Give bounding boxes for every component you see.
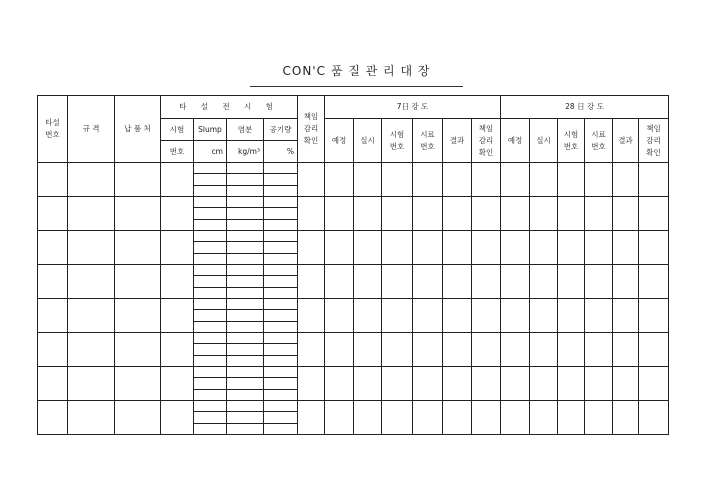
ledger-subdivided-cell[interactable] (194, 197, 227, 231)
chloride-header: 염분 (227, 119, 264, 141)
ledger-sub-line (264, 197, 297, 208)
ledger-cell[interactable] (161, 401, 194, 435)
day28-scheduled-header: 예정 (501, 119, 530, 163)
ledger-sub-line (264, 299, 297, 310)
ledger-sub-line (227, 299, 263, 310)
ledger-cell[interactable] (443, 231, 472, 265)
ledger-cell[interactable] (413, 265, 443, 299)
ledger-cell[interactable] (115, 265, 161, 299)
day28-test-no-header: 시험 번호 (558, 119, 585, 163)
ledger-cell[interactable] (68, 299, 115, 333)
ledger-subdivided-cell[interactable] (227, 197, 264, 231)
ledger-sub-line (194, 288, 226, 298)
ledger-cell[interactable] (443, 333, 472, 367)
ledger-sub-line (264, 242, 297, 253)
ledger-cell[interactable] (472, 299, 501, 333)
ledger-row (38, 265, 669, 299)
ledger-sub-line (194, 390, 226, 400)
ledger-cell[interactable] (298, 163, 325, 197)
ledger-sub-line (227, 231, 263, 242)
ledger-sub-line (227, 174, 263, 185)
ledger-cell[interactable] (472, 163, 501, 197)
ledger-cell[interactable] (298, 231, 325, 265)
ledger-cell[interactable] (38, 265, 68, 299)
ledger-subdivided-cell[interactable] (194, 401, 227, 435)
ledger-sub-line (227, 265, 263, 276)
ledger-cell[interactable] (115, 367, 161, 401)
ledger-cell[interactable] (413, 197, 443, 231)
ledger-cell[interactable] (413, 231, 443, 265)
ledger-sub-line (264, 174, 297, 185)
ledger-cell[interactable] (68, 401, 115, 435)
ledger-subdivided-cell[interactable] (194, 299, 227, 333)
ledger-sub-line (194, 344, 226, 355)
ledger-cell[interactable] (382, 197, 413, 231)
ledger-sub-line (227, 186, 263, 196)
ledger-row (38, 367, 669, 401)
ledger-cell[interactable] (639, 401, 669, 435)
pre-pour-supervisor-check-header: 책임 감리 확인 (298, 96, 325, 163)
ledger-cell[interactable] (325, 163, 354, 197)
ledger-sub-line (264, 378, 297, 389)
ledger-subdivided-cell[interactable] (264, 265, 298, 299)
ledger-sub-line (194, 310, 226, 321)
ledger-sub-line (194, 424, 226, 434)
ledger-cell[interactable] (530, 197, 558, 231)
ledger-sub-line (264, 333, 297, 344)
ledger-cell[interactable] (530, 367, 558, 401)
ledger-cell[interactable] (325, 333, 354, 367)
ledger-cell[interactable] (443, 197, 472, 231)
ledger-sub-line (194, 242, 226, 253)
quality-ledger-table (37, 95, 669, 435)
ledger-sub-line (194, 220, 226, 230)
ledger-cell[interactable] (38, 401, 68, 435)
ledger-sub-line (227, 288, 263, 298)
ledger-sub-line (194, 322, 226, 332)
ledger-cell[interactable] (558, 197, 585, 231)
ledger-cell[interactable] (354, 367, 382, 401)
day7-actual-header: 실시 (354, 119, 382, 163)
ledger-cell[interactable] (558, 231, 585, 265)
ledger-cell[interactable] (115, 197, 161, 231)
ledger-cell[interactable] (161, 231, 194, 265)
ledger-sub-line (264, 390, 297, 400)
ledger-subdivided-cell[interactable] (264, 401, 298, 435)
ledger-cell[interactable] (585, 333, 613, 367)
ledger-sub-line (194, 208, 226, 219)
ledger-sub-line (194, 276, 226, 287)
ledger-cell[interactable] (115, 163, 161, 197)
ledger-cell[interactable] (38, 163, 68, 197)
ledger-cell[interactable] (354, 163, 382, 197)
ledger-sub-line (227, 344, 263, 355)
ledger-cell[interactable] (382, 265, 413, 299)
ledger-cell[interactable] (298, 299, 325, 333)
ledger-cell[interactable] (472, 265, 501, 299)
pre-pour-test-header: 타 설 전 시 험 (161, 96, 298, 119)
ledger-cell[interactable] (68, 231, 115, 265)
ledger-row (38, 299, 669, 333)
ledger-cell[interactable] (38, 333, 68, 367)
ledger-cell[interactable] (639, 299, 669, 333)
ledger-cell[interactable] (558, 333, 585, 367)
ledger-sub-line (264, 424, 297, 434)
ledger-sub-line (264, 254, 297, 264)
ledger-cell[interactable] (585, 367, 613, 401)
ledger-sub-line (227, 412, 263, 423)
day7-sample-no-header: 시료 번호 (413, 119, 443, 163)
ledger-cell[interactable] (38, 231, 68, 265)
ledger-sub-line (194, 163, 226, 174)
ledger-sub-line (264, 231, 297, 242)
ledger-sub-line (227, 378, 263, 389)
ledger-sub-line (194, 186, 226, 196)
day7-supervisor-check-header: 책임 감리 확인 (472, 119, 501, 163)
ledger-cell[interactable] (639, 333, 669, 367)
ledger-cell[interactable] (472, 401, 501, 435)
ledger-cell[interactable] (585, 197, 613, 231)
ledger-subdivided-cell[interactable] (227, 333, 264, 367)
ledger-cell[interactable] (501, 333, 530, 367)
ledger-subdivided-cell[interactable] (264, 299, 298, 333)
ledger-sub-line (264, 288, 297, 298)
ledger-subdivided-cell[interactable] (227, 265, 264, 299)
ledger-sub-line (227, 390, 263, 400)
ledger-cell[interactable] (354, 265, 382, 299)
test-number-header: 번호 (161, 141, 194, 163)
ledger-subdivided-cell[interactable] (227, 163, 264, 197)
ledger-cell[interactable] (382, 231, 413, 265)
ledger-cell[interactable] (501, 231, 530, 265)
ledger-cell[interactable] (325, 197, 354, 231)
ledger-cell[interactable] (530, 231, 558, 265)
ledger-cell[interactable] (115, 333, 161, 367)
ledger-sub-line (264, 265, 297, 276)
ledger-cell[interactable] (325, 367, 354, 401)
ledger-sub-line (264, 186, 297, 196)
slump-header: Slump (194, 119, 227, 141)
ledger-cell[interactable] (530, 333, 558, 367)
ledger-sub-line (227, 254, 263, 264)
ledger-row (38, 231, 669, 265)
ledger-subdivided-cell[interactable] (194, 231, 227, 265)
ledger-cell[interactable] (472, 333, 501, 367)
ledger-sub-line (227, 208, 263, 219)
ledger-sub-line (264, 412, 297, 423)
ledger-sub-line (194, 412, 226, 423)
ledger-cell[interactable] (501, 299, 530, 333)
day28-strength-header: 28 日 강 도 (501, 96, 669, 119)
day7-test-no-header: 시험 번호 (382, 119, 413, 163)
ledger-sub-line (227, 367, 263, 378)
ledger-sub-line (264, 356, 297, 366)
ledger-cell[interactable] (443, 299, 472, 333)
ledger-subdivided-cell[interactable] (194, 265, 227, 299)
ledger-sub-line (227, 356, 263, 366)
day28-result-header: 결과 (613, 119, 639, 163)
ledger-subdivided-cell[interactable] (227, 231, 264, 265)
ledger-subdivided-cell[interactable] (194, 163, 227, 197)
ledger-subdivided-cell[interactable] (264, 367, 298, 401)
ledger-cell[interactable] (382, 299, 413, 333)
ledger-cell[interactable] (354, 197, 382, 231)
ledger-cell[interactable] (613, 401, 639, 435)
ledger-cell[interactable] (382, 367, 413, 401)
ledger-cell[interactable] (161, 299, 194, 333)
ledger-sub-line (264, 367, 297, 378)
day28-actual-header: 실시 (530, 119, 558, 163)
ledger-subdivided-cell[interactable] (264, 231, 298, 265)
ledger-cell[interactable] (501, 401, 530, 435)
ledger-sub-line (227, 322, 263, 332)
ledger-sub-line (227, 220, 263, 230)
ledger-cell[interactable] (639, 231, 669, 265)
ledger-subdivided-cell[interactable] (264, 163, 298, 197)
ledger-cell[interactable] (382, 333, 413, 367)
ledger-cell[interactable] (298, 197, 325, 231)
ledger-cell[interactable] (298, 401, 325, 435)
ledger-sub-line (194, 174, 226, 185)
ledger-cell[interactable] (639, 265, 669, 299)
ledger-row (38, 401, 669, 435)
ledger-cell[interactable] (443, 367, 472, 401)
ledger-cell[interactable] (443, 265, 472, 299)
page-title: CON'C 품 질 관 리 대 장 (282, 64, 431, 78)
ledger-sub-line (194, 401, 226, 412)
ledger-cell[interactable] (558, 367, 585, 401)
ledger-cell[interactable] (382, 401, 413, 435)
ledger-cell[interactable] (38, 197, 68, 231)
ledger-cell[interactable] (585, 231, 613, 265)
ledger-cell[interactable] (413, 163, 443, 197)
ledger-cell[interactable] (325, 231, 354, 265)
ledger-cell[interactable] (613, 265, 639, 299)
ledger-sub-line (194, 265, 226, 276)
test-header-top: 시험 (161, 119, 194, 141)
ledger-cell[interactable] (472, 367, 501, 401)
ledger-cell[interactable] (613, 333, 639, 367)
ledger-cell[interactable] (443, 401, 472, 435)
ledger-sub-line (227, 276, 263, 287)
ledger-sub-line (264, 322, 297, 332)
ledger-subdivided-cell[interactable] (194, 333, 227, 367)
title-underline (250, 86, 463, 87)
ledger-sub-line (227, 197, 263, 208)
ledger-cell[interactable] (325, 299, 354, 333)
ledger-cell[interactable] (639, 197, 669, 231)
ledger-cell[interactable] (161, 265, 194, 299)
ledger-cell[interactable] (413, 299, 443, 333)
ledger-cell[interactable] (68, 367, 115, 401)
day7-scheduled-header: 예정 (325, 119, 354, 163)
ledger-cell[interactable] (613, 163, 639, 197)
ledger-sub-line (227, 333, 263, 344)
ledger-cell[interactable] (68, 197, 115, 231)
ledger-cell[interactable] (443, 163, 472, 197)
ledger-cell[interactable] (613, 197, 639, 231)
ledger-cell[interactable] (501, 163, 530, 197)
ledger-cell[interactable] (501, 197, 530, 231)
ledger-cell[interactable] (298, 333, 325, 367)
ledger-cell[interactable] (413, 333, 443, 367)
ledger-cell[interactable] (613, 367, 639, 401)
ledger-sub-line (194, 231, 226, 242)
ledger-sub-line (194, 367, 226, 378)
ledger-sub-line (264, 276, 297, 287)
day7-strength-header: 7日 강 도 (325, 96, 501, 119)
ledger-cell[interactable] (382, 163, 413, 197)
ledger-cell[interactable] (38, 367, 68, 401)
ledger-cell[interactable] (639, 367, 669, 401)
ledger-cell[interactable] (558, 163, 585, 197)
ledger-cell[interactable] (413, 367, 443, 401)
air-content-header: 공기량 (264, 119, 298, 141)
ledger-cell[interactable] (639, 163, 669, 197)
ledger-sub-line (227, 310, 263, 321)
ledger-sub-line (264, 208, 297, 219)
ledger-row (38, 163, 669, 197)
ledger-cell[interactable] (354, 401, 382, 435)
ledger-cell[interactable] (298, 367, 325, 401)
ledger-cell[interactable] (501, 265, 530, 299)
ledger-sub-line (194, 333, 226, 344)
ledger-cell[interactable] (558, 265, 585, 299)
ledger-sub-line (264, 401, 297, 412)
ledger-cell[interactable] (472, 231, 501, 265)
day28-supervisor-check-header: 책임 감리 확인 (639, 119, 669, 163)
ledger-sub-line (264, 163, 297, 174)
ledger-cell[interactable] (530, 163, 558, 197)
ledger-sub-line (194, 197, 226, 208)
ledger-cell[interactable] (298, 265, 325, 299)
ledger-cell[interactable] (585, 299, 613, 333)
ledger-cell[interactable] (530, 265, 558, 299)
ledger-cell[interactable] (558, 299, 585, 333)
ledger-cell[interactable] (68, 265, 115, 299)
ledger-sub-line (227, 163, 263, 174)
ledger-cell[interactable] (161, 367, 194, 401)
ledger-cell[interactable] (115, 231, 161, 265)
ledger-cell[interactable] (585, 401, 613, 435)
ledger-cell[interactable] (530, 299, 558, 333)
ledger-cell[interactable] (354, 299, 382, 333)
ledger-cell[interactable] (501, 367, 530, 401)
placement-number-header: 타설 번호 (38, 96, 68, 163)
ledger-cell[interactable] (161, 197, 194, 231)
ledger-row (38, 197, 669, 231)
ledger-cell[interactable] (354, 333, 382, 367)
ledger-sub-line (264, 220, 297, 230)
ledger-sub-line (264, 344, 297, 355)
spec-header: 규 격 (68, 96, 115, 163)
ledger-sub-line (194, 254, 226, 264)
ledger-sub-line (227, 242, 263, 253)
ledger-cell[interactable] (530, 401, 558, 435)
ledger-row (38, 333, 669, 367)
slump-unit: cm (194, 141, 227, 163)
ledger-cell[interactable] (115, 299, 161, 333)
ledger-sub-line (194, 299, 226, 310)
ledger-subdivided-cell[interactable] (227, 299, 264, 333)
day28-sample-no-header: 시료 번호 (585, 119, 613, 163)
ledger-subdivided-cell[interactable] (194, 367, 227, 401)
ledger-sub-line (264, 310, 297, 321)
ledger-cell[interactable] (68, 163, 115, 197)
ledger-cell[interactable] (354, 231, 382, 265)
ledger-sub-line (227, 401, 263, 412)
ledger-sub-line (227, 424, 263, 434)
ledger-cell[interactable] (585, 265, 613, 299)
ledger-cell[interactable] (68, 333, 115, 367)
ledger-cell[interactable] (585, 163, 613, 197)
ledger-cell[interactable] (325, 401, 354, 435)
supplier-header: 납 품 처 (115, 96, 161, 163)
ledger-cell[interactable] (558, 401, 585, 435)
ledger-cell[interactable] (325, 265, 354, 299)
ledger-cell[interactable] (161, 333, 194, 367)
ledger-cell[interactable] (413, 401, 443, 435)
ledger-cell[interactable] (115, 401, 161, 435)
ledger-sub-line (194, 378, 226, 389)
air-content-unit: % (264, 141, 298, 163)
ledger-cell[interactable] (472, 197, 501, 231)
ledger-sub-line (194, 356, 226, 366)
ledger-cell[interactable] (613, 231, 639, 265)
day7-result-header: 결과 (443, 119, 472, 163)
ledger-subdivided-cell[interactable] (227, 401, 264, 435)
ledger-cell[interactable] (161, 163, 194, 197)
ledger-subdivided-cell[interactable] (264, 197, 298, 231)
ledger-cell[interactable] (613, 299, 639, 333)
ledger-subdivided-cell[interactable] (264, 333, 298, 367)
ledger-subdivided-cell[interactable] (227, 367, 264, 401)
chloride-unit: kg/m³ (227, 141, 264, 163)
ledger-cell[interactable] (38, 299, 68, 333)
